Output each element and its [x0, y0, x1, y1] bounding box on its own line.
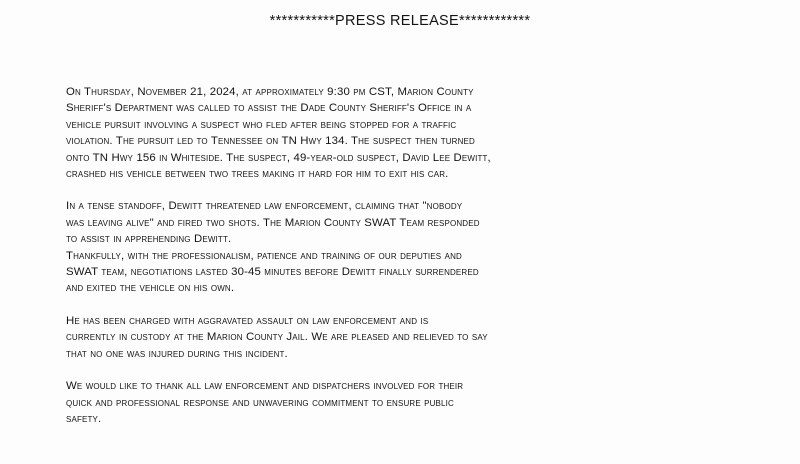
paragraph-thanks [66, 378, 778, 427]
text-line: and exited the vehicle on his own. [66, 282, 235, 295]
text-line: We would like to thank all law enforcement and dispatchers involved for their [66, 380, 464, 393]
text-line: was leaving alive" and fired two shots. The Marion County SWAT Team responded [66, 216, 480, 229]
text-line: SWAT team, negotiations lasted 30-45 minutes before Dewitt finally surrendered [66, 266, 479, 279]
text-line: Sheriff's Department was called to assist the Dade County Sheriff's Office in a [66, 102, 472, 115]
paragraph-negotiation [66, 248, 778, 297]
paragraph-incident [66, 84, 778, 182]
text-line: to assist in apprehending Dewitt. [66, 233, 232, 246]
text-line: He has been charged with aggravated assault on law enforcement and is [66, 314, 429, 327]
paragraph-standoff [66, 198, 778, 247]
text-line: violation. The pursuit led to Tennessee on TN Hwy 134. The suspect then turned [66, 135, 475, 148]
text-line: In a tense standoff, Dewitt threatened law enforcement, claiming that "nobody [66, 200, 463, 213]
text-line: crashed his vehicle between two trees making it hard for him to exit his car. [66, 168, 449, 181]
text-line: that no one was injured during this incident. [66, 347, 288, 360]
press-release-title: ***********PRESS RELEASE************ [269, 13, 531, 29]
text-line: quick and professional response and unwavering commitment to ensure public [66, 396, 454, 409]
text-line: Thankfully, with the professionalism, patience and training of our deputies and [66, 249, 462, 262]
paragraph-charges [66, 313, 778, 362]
text-line: vehicle pursuit involving a suspect who fled after being stopped for a traffic [66, 118, 457, 131]
text-line: safety. [66, 412, 102, 425]
text-line: onto TN Hwy 156 in Whiteside. The suspect, 49-year-old suspect, David Lee Dewitt, [66, 151, 491, 164]
press-release-body [66, 84, 778, 443]
text-line: currently in custody at the Marion County Jail. We are pleased and relieved to say [66, 331, 488, 344]
text-line: On Thursday, November 21, 2024, at approximately 9:30 pm CST, Marion County [66, 86, 474, 98]
